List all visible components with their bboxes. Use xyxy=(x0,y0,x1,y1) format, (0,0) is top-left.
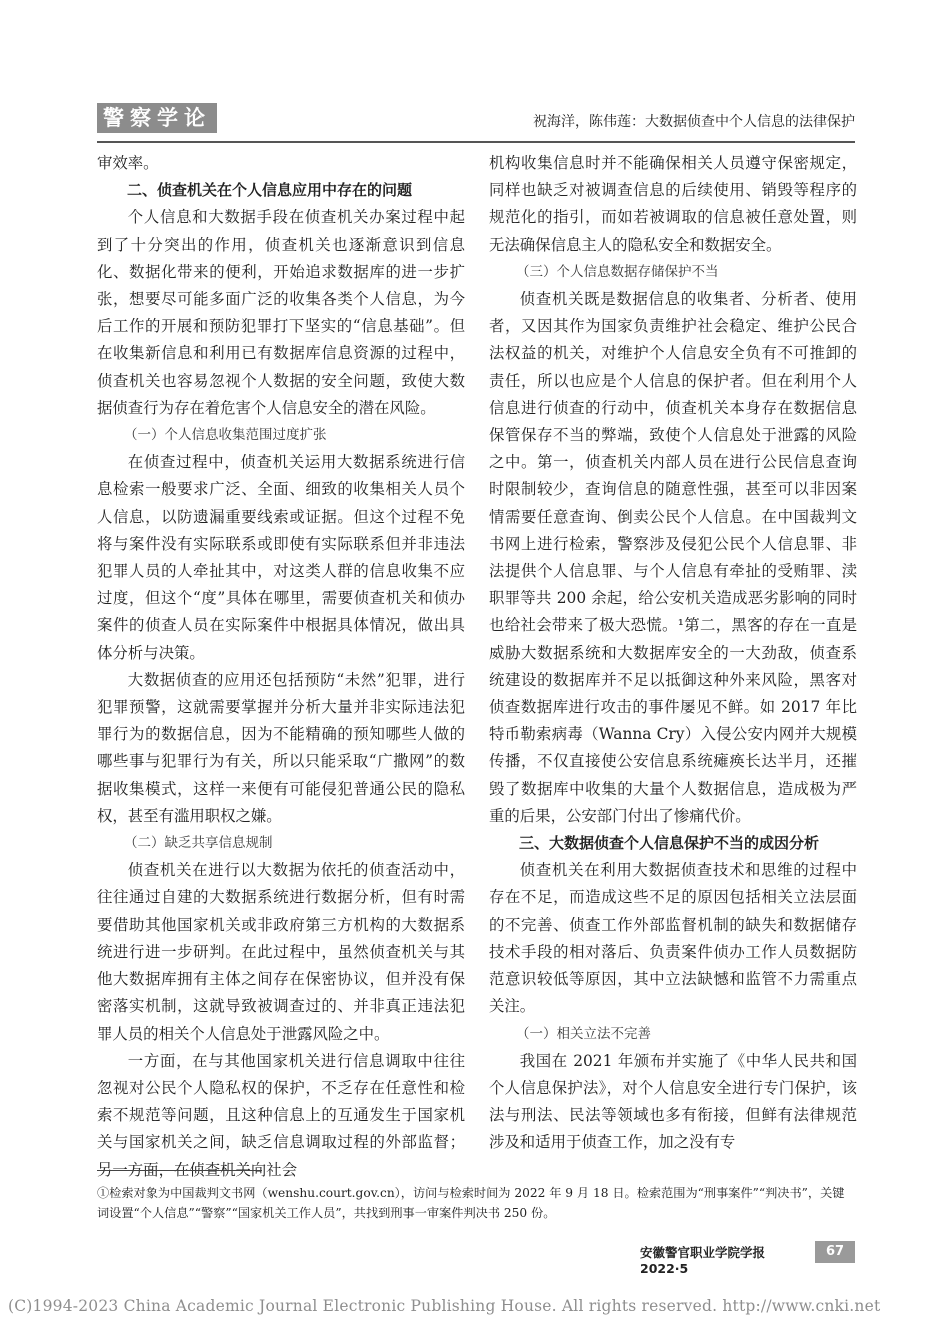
page-number: 67 xyxy=(815,1241,855,1263)
paragraph: 我国在 2021 年颁布并实施了《中华人民共和国个人信息保护法》，对个人信息安全进行专门保护，该法与刑法、民法等领域也多有衔接，但鲜有法律规范涉及和适用于侦查工作，加之没有专 xyxy=(489,1051,857,1152)
paragraph-continuation: 机构收集信息时并不能确保相关人员遵守保密规定，同样也缺乏对被调查信息的后续使用、销毁等程序的规范化的指引，而如若被调取的信息被任意处置，则无法确保信息主人的隐私安全和数据安全。 xyxy=(489,154,857,254)
subsection-heading: （二）缺乏共享信息规制 xyxy=(124,835,273,852)
subsection-heading: （一）个人信息收集范围过度扩张 xyxy=(124,427,327,444)
page-header xyxy=(97,103,855,137)
section-heading: 二、侦查机关在个人信息应用中存在的问题 xyxy=(127,181,413,200)
footer-journal-name: 安徽警官职业学院学报2022·5 xyxy=(640,1245,766,1276)
section-heading: 三、大数据侦查个人信息保护不当的成因分析 xyxy=(519,834,820,853)
right-column xyxy=(489,150,857,1157)
running-title: 祝海洋，陈伟莲：大数据侦查中个人信息的法律保护 xyxy=(533,114,855,130)
paragraph: 侦查机关在进行以大数据为依托的侦查活动中，往往通过自建的大数据系统进行数据分析，但有时需要借助其他国家机关或非政府第三方机构的大数据系统进行进一步研判。在此过程中，虽然侦查机关与其他大数据库拥有主体之间存在保密协议，但并没有保密落实机制，这就导致被调查过的、并非真正违法犯罪人员的相关个人信息处于泄露风险之中。 xyxy=(97,861,465,1043)
subsection-heading: （三）个人信息数据存储保护不当 xyxy=(516,263,719,280)
header-divider xyxy=(97,141,855,143)
footnote-divider xyxy=(97,1170,262,1171)
left-column xyxy=(97,150,465,1184)
paragraph: 个人信息和大数据手段在侦查机关办案过程中起到了十分突出的作用，侦查机关也逐渐意识到信息化、数据化带来的便利，开始追求数据库的进一步扩张，想要尽可能多面广泛的收集各类个人信息，为今后工作的开展和预防犯罪打下坚实的“信息基础”。但在收集新信息和利用已有数据库信息资源的过程中，侦查机关也容易忽视个人数据的安全问题，致使大数据侦查行为存在着危害个人信息安全的潜在风险。 xyxy=(97,208,465,417)
page-footer xyxy=(640,1241,855,1276)
paragraph: 大数据侦查的应用还包括预防“未然”犯罪，进行犯罪预警，这就需要掌握并分析大量并非实际违法犯罪行为的数据信息，因为不能精确的预知哪些人做的哪些事与犯罪行为有关，所以只能采取“广撒网”的数据收集模式，这样一来便有可能侵犯普通公民的隐私权，甚至有滥用职权之嫌。 xyxy=(97,670,465,825)
paragraph: 侦查机关在利用大数据侦查技术和思维的过程中存在不足，而造成这些不足的原因包括相关立法层面的不完善、侦查工作外部监督机制的缺失和数据储存技术手段的相对落后、负责案件侦办工作人员数据防范意识较低等原因，其中立法缺憾和监管不力需重点关注。 xyxy=(489,861,857,1016)
paragraph: 一方面，在与其他国家机关进行信息调取中往往忽视对公民个人隐私权的保护，不乏存在任意性和检索不规范等问题，且这种信息上的互通发生于国家机关与国家机关之间，缺乏信息调取过程的外部监督；另一方面，在侦查机关向社会 xyxy=(97,1051,465,1179)
copyright-notice: (C)1994-2023 China Academic Journal Electronic Publishing House. All rights reserved. http://www.cnki.net xyxy=(8,1297,881,1315)
journal-name-badge: 警察学论 xyxy=(97,103,217,133)
paragraph: 侦查机关既是数据信息的收集者、分析者、使用者，又因其作为国家负责维护社会稳定、维护公民合法权益的机关，对维护个人信息安全负有不可推卸的责任，所以也应是个人信息的保护者。但在利用个人信息进行侦查的行动中，侦查机关本身存在数据信息保管保存不当的弊端，致使个人信息处于泄露的风险之中。第一，侦查机关内部人员在进行公民信息查询时限制较少，查询信息的随意性强，甚至可以非因案情需要任意查询、倒卖公民个人信息。在中国裁判文书网上进行检索，警察涉及侵犯公民个人信息罪、非法提供个人信息罪、与个人信息有牵扯的受贿罪、渎职罪等共 200 余起，给公安机关造成恶劣影响的同时也给社会带来了极大恐慌。¹第二，黑客的存在一直是威胁大数据系统和大数据库安全的一大劲敌，侦查系统建设的数据库并不足以抵御这种外来风险，黑客对侦查数据库进行攻击的事件屡见不鲜。如 2017 年比特币勒索病毒（Wanna Cry）入侵公安内网并大规模传播，不仅直接使公安信息系统瘫痪长达半月，还摧毁了数据库中收集的大量个人数据信息，造成极为严重的后果，公安部门付出了惨痛代价。 xyxy=(489,290,857,825)
footnote: ①检索对象为中国裁判文书网（wenshu.court.gov.cn），访问与检索时间为 2022 年 9 月 18 日。检索范围为“刑事案件”“判决书”，关键词设置“个人信息”“警察”“国家机关工作人员”，共找到刑事一审案件判决书 250 份。 xyxy=(97,1186,845,1220)
subsection-heading: （一）相关立法不完善 xyxy=(516,1025,651,1042)
paragraph: 在侦查过程中，侦查机关运用大数据系统进行信息检索一般要求广泛、全面、细致的收集相关人员个人信息，以防遗漏重要线索或证据。但这个过程不免将与案件没有实际联系或即使有实际联系但并非违法犯罪人员的人牵扯其中，对这类人群的信息收集不应过度，但这个“度”具体在哪里，需要侦查机关和侦办案件的侦查人员在实际案件中根据具体情况，做出具体分析与决策。 xyxy=(97,453,465,662)
paragraph-continuation: 审效率。 xyxy=(97,154,159,172)
